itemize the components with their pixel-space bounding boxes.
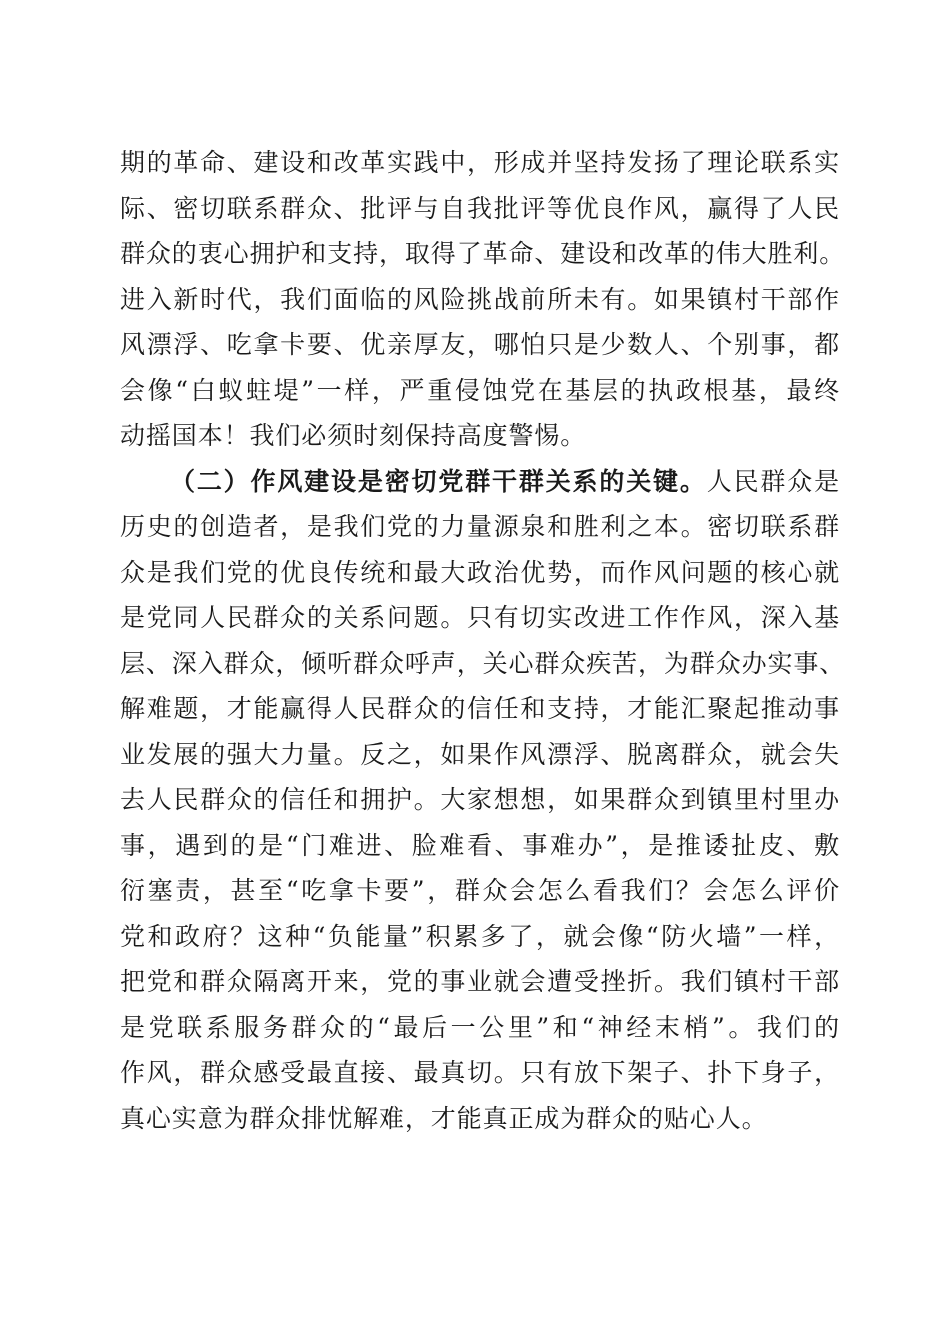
paragraph-line: 业发展的强大力量。反之，如果作风漂浮、脱离群众，就会失 [120,739,840,769]
paragraph-line: 历史的创造者，是我们党的力量源泉和胜利之本。密切联系群 [120,512,840,541]
paragraph-line: 风漂浮、吃拿卡要、优亲厚友，哪怕只是少数人、个别事，都 [120,330,840,359]
paragraph-line: 层、深入群众，倾听群众呼声，关心群众疾苦，为群众办实事、 [120,648,846,678]
paragraph-line: 是党同人民群众的关系问题。只有切实改进工作作风，深入基 [120,603,840,632]
paragraph-line: 去人民群众的信任和拥护。大家想想，如果群众到镇里村里办 [120,785,840,814]
paragraph-line: 衍塞责，甚至“吃拿卡要”，群众会怎么看我们？会怎么评价 [120,876,840,905]
paragraph-2 [120,459,846,1142]
paragraph-first-line [120,459,840,505]
document-body [120,140,846,1141]
paragraph-line: 进入新时代，我们面临的风险挑战前所未有。如果镇村干部作 [120,284,840,314]
paragraph-line: 会像“白蚁蛀堤”一样，严重侵蚀党在基层的执政根基，最终 [120,375,840,405]
paragraph-line: 解难题，才能赢得人民群众的信任和支持，才能汇聚起推动事 [120,694,840,723]
paragraph-line: 际、密切联系群众、批评与自我批评等优良作风，赢得了人民 [120,193,840,223]
paragraph-line: 把党和群众隔离开来，党的事业就会遭受挫折。我们镇村干部 [120,967,840,996]
paragraph-line: 众是我们党的优良传统和最大政治优势，而作风问题的核心就 [120,557,840,587]
section-heading: （二）作风建设是密切党群干群关系的关键。 [170,466,707,496]
paragraph-line: 党和政府？这种“负能量”积累多了，就会像“防火墙”一样， [120,921,840,951]
paragraph-line: 作风，群众感受最直接、最真切。只有放下架子、扑下身子， [120,1058,840,1087]
paragraph-line: 真心实意为群众排忧解难，才能真正成为群众的贴心人。 [120,1103,768,1133]
paragraph-line: 动摇国本！我们必须时刻保持高度警惕。 [120,421,587,450]
paragraph-line: 群众的衷心拥护和支持，取得了革命、建设和改革的伟大胜利。 [120,239,846,268]
paragraph-line: 事，遇到的是“门难进、脸难看、事难办”，是推诿扯皮、敷 [120,830,840,860]
paragraph-1 [120,140,846,459]
paragraph-line: 是党联系服务群众的“最后一公里”和“神经末梢”。我们的 [120,1012,840,1042]
paragraph-line: 期的革命、建设和改革实践中，形成并坚持发扬了理论联系实 [120,148,840,177]
paragraph-line-rest: 人民群众是 [706,466,840,496]
